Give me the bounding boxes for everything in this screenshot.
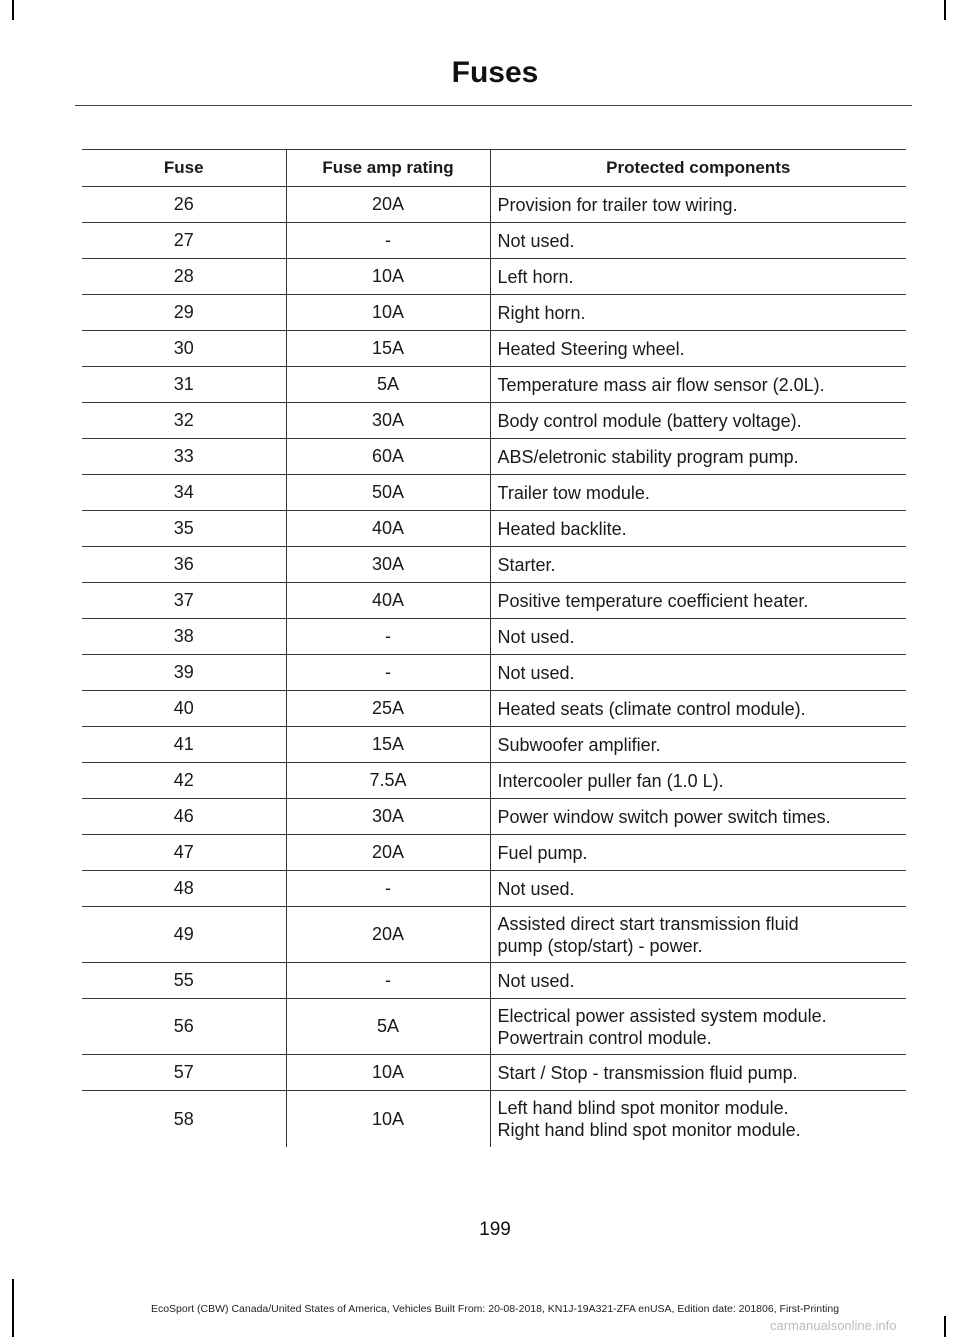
protected-components-cell bbox=[490, 763, 906, 799]
amp-rating-cell: - bbox=[286, 871, 490, 907]
protected-components-cell bbox=[490, 403, 906, 439]
fuse-number-cell: 40 bbox=[82, 691, 286, 727]
table-row bbox=[82, 691, 906, 727]
fuse-number-cell: 47 bbox=[82, 835, 286, 871]
fuse-number-cell: 56 bbox=[82, 999, 286, 1055]
amp-rating-cell: - bbox=[286, 963, 490, 999]
protected-components-cell bbox=[490, 691, 906, 727]
fuse-number-cell: 41 bbox=[82, 727, 286, 763]
protected-components-cell bbox=[490, 331, 906, 367]
table-row bbox=[82, 999, 906, 1055]
component-line: Electrical power assisted system module. bbox=[497, 1005, 827, 1026]
amp-rating-cell: - bbox=[286, 223, 490, 259]
amp-rating-cell: 30A bbox=[286, 403, 490, 439]
protected-components-cell bbox=[490, 727, 906, 763]
protected-components-cell bbox=[490, 799, 906, 835]
table-row bbox=[82, 727, 906, 763]
component-line: Power window switch power switch times. bbox=[497, 806, 831, 827]
page-title: Fuses bbox=[451, 56, 539, 89]
protected-components-cell bbox=[490, 1091, 906, 1148]
amp-rating-cell: 10A bbox=[286, 259, 490, 295]
fuse-number-cell: 38 bbox=[82, 619, 286, 655]
table-row bbox=[82, 619, 906, 655]
table-row bbox=[82, 907, 906, 963]
amp-rating-cell: 25A bbox=[286, 691, 490, 727]
fuse-number-cell: 49 bbox=[82, 907, 286, 963]
component-line: Fuel pump. bbox=[497, 842, 588, 863]
table-row bbox=[82, 223, 906, 259]
page-number: 199 bbox=[479, 1219, 511, 1240]
protected-components-cell bbox=[490, 367, 906, 403]
amp-rating-cell: 15A bbox=[286, 727, 490, 763]
fuse-number-cell: 57 bbox=[82, 1055, 286, 1091]
fuse-number-cell: 32 bbox=[82, 403, 286, 439]
component-line: Trailer tow module. bbox=[497, 482, 650, 503]
protected-components-cell bbox=[490, 871, 906, 907]
table-row bbox=[82, 547, 906, 583]
table-row bbox=[82, 439, 906, 475]
amp-rating-cell: 30A bbox=[286, 547, 490, 583]
component-line: Right hand blind spot monitor module. bbox=[497, 1120, 801, 1140]
table-row bbox=[82, 295, 906, 331]
protected-components-cell bbox=[490, 907, 906, 963]
component-line: Heated seats (climate control module). bbox=[497, 698, 806, 719]
protected-components-cell bbox=[490, 259, 906, 295]
amp-rating-cell: 5A bbox=[286, 999, 490, 1055]
footer-text: EcoSport (CBW) Canada/United States of America, Vehicles Built From: 20-08-2018, KN1J-19A321-ZFA enUSA, Edition date: 201806, First-Printing bbox=[150, 1303, 840, 1315]
protected-components-cell bbox=[490, 999, 906, 1055]
table-row bbox=[82, 331, 906, 367]
table-row bbox=[82, 963, 906, 999]
amp-rating-cell: 20A bbox=[286, 835, 490, 871]
component-line: Intercooler puller fan (1.0 L). bbox=[497, 770, 724, 791]
protected-components-cell bbox=[490, 295, 906, 331]
table-row bbox=[82, 835, 906, 871]
amp-rating-cell: 5A bbox=[286, 367, 490, 403]
amp-rating-cell: 40A bbox=[286, 583, 490, 619]
fuse-table bbox=[82, 149, 906, 1147]
component-line: Start / Stop - transmission fluid pump. bbox=[497, 1062, 798, 1083]
fuse-number-cell: 55 bbox=[82, 963, 286, 999]
component-line: Body control module (battery voltage). bbox=[497, 410, 802, 431]
component-line: Not used. bbox=[497, 230, 575, 251]
table-row bbox=[82, 475, 906, 511]
fuse-number-cell: 42 bbox=[82, 763, 286, 799]
fuse-table-body bbox=[82, 187, 906, 1148]
table-header-row bbox=[82, 150, 906, 187]
table-row bbox=[82, 403, 906, 439]
component-line: Left hand blind spot monitor module. bbox=[497, 1098, 789, 1118]
table-row bbox=[82, 799, 906, 835]
component-line: Not used. bbox=[497, 662, 575, 683]
amp-rating-cell: 30A bbox=[286, 799, 490, 835]
amp-rating-cell: - bbox=[286, 619, 490, 655]
protected-components-cell bbox=[490, 655, 906, 691]
table-row bbox=[82, 367, 906, 403]
amp-rating-cell: 7.5A bbox=[286, 763, 490, 799]
component-line: ABS/eletronic stability program pump. bbox=[497, 446, 799, 467]
component-line: Heated Steering wheel. bbox=[497, 338, 685, 359]
component-line: pump (stop/start) - power. bbox=[497, 935, 703, 956]
amp-rating-cell: - bbox=[286, 655, 490, 691]
fuse-number-cell: 28 bbox=[82, 259, 286, 295]
protected-components-cell bbox=[490, 583, 906, 619]
component-line: Temperature mass air flow sensor (2.0L). bbox=[497, 374, 825, 395]
amp-rating-cell: 50A bbox=[286, 475, 490, 511]
amp-rating-cell: 10A bbox=[286, 1055, 490, 1091]
amp-rating-cell: 60A bbox=[286, 439, 490, 475]
component-line: Heated backlite. bbox=[497, 518, 627, 539]
protected-components-cell bbox=[490, 619, 906, 655]
column-header-protected-components: Protected components bbox=[490, 150, 906, 187]
amp-rating-cell: 15A bbox=[286, 331, 490, 367]
fuse-number-cell: 31 bbox=[82, 367, 286, 403]
component-line: Not used. bbox=[497, 626, 575, 647]
table-row bbox=[82, 763, 906, 799]
table-row bbox=[82, 187, 906, 223]
fuse-number-cell: 33 bbox=[82, 439, 286, 475]
protected-components-cell bbox=[490, 963, 906, 999]
amp-rating-cell: 10A bbox=[286, 295, 490, 331]
protected-components-cell bbox=[490, 223, 906, 259]
fuse-number-cell: 34 bbox=[82, 475, 286, 511]
component-line: Left horn. bbox=[497, 266, 574, 287]
component-line: Positive temperature coefficient heater. bbox=[497, 590, 809, 611]
component-line: Right horn. bbox=[497, 302, 586, 323]
component-line: Powertrain control module. bbox=[497, 1027, 712, 1048]
amp-rating-cell: 10A bbox=[286, 1091, 490, 1148]
amp-rating-cell: 20A bbox=[286, 907, 490, 963]
component-line: Assisted direct start transmission fluid bbox=[497, 913, 799, 934]
fuse-number-cell: 48 bbox=[82, 871, 286, 907]
component-line: Provision for trailer tow wiring. bbox=[497, 194, 738, 215]
fuse-number-cell: 27 bbox=[82, 223, 286, 259]
table-row bbox=[82, 655, 906, 691]
fuse-number-cell: 36 bbox=[82, 547, 286, 583]
component-line: Not used. bbox=[497, 970, 575, 991]
crop-mark-bottom-right bbox=[944, 1316, 946, 1337]
fuse-number-cell: 26 bbox=[82, 187, 286, 223]
protected-components-cell bbox=[490, 511, 906, 547]
component-line: Subwoofer amplifier. bbox=[497, 734, 661, 755]
crop-mark-top-right bbox=[944, 0, 946, 20]
protected-components-cell bbox=[490, 187, 906, 223]
fuse-number-cell: 35 bbox=[82, 511, 286, 547]
protected-components-cell bbox=[490, 439, 906, 475]
amp-rating-cell: 20A bbox=[286, 187, 490, 223]
crop-mark-top-left bbox=[12, 0, 14, 20]
table-row bbox=[82, 511, 906, 547]
fuse-number-cell: 30 bbox=[82, 331, 286, 367]
watermark: carmanualsonline.info bbox=[770, 1318, 897, 1333]
table-row bbox=[82, 1055, 906, 1091]
table-row bbox=[82, 871, 906, 907]
fuse-number-cell: 46 bbox=[82, 799, 286, 835]
column-header-amp-rating: Fuse amp rating bbox=[286, 150, 490, 187]
fuse-number-cell: 39 bbox=[82, 655, 286, 691]
protected-components-cell bbox=[490, 547, 906, 583]
column-header-fuse: Fuse bbox=[82, 150, 286, 187]
fuse-number-cell: 37 bbox=[82, 583, 286, 619]
table-row bbox=[82, 583, 906, 619]
protected-components-cell bbox=[490, 1055, 906, 1091]
fuse-number-cell: 58 bbox=[173, 1108, 194, 1129]
component-line: Not used. bbox=[497, 878, 575, 899]
component-line: Starter. bbox=[497, 554, 556, 575]
table-row bbox=[82, 1091, 906, 1148]
fuse-number-cell: 29 bbox=[82, 295, 286, 331]
title-divider bbox=[75, 105, 912, 106]
protected-components-cell bbox=[490, 475, 906, 511]
protected-components-cell bbox=[490, 835, 906, 871]
table-row bbox=[82, 259, 906, 295]
amp-rating-cell: 40A bbox=[286, 511, 490, 547]
